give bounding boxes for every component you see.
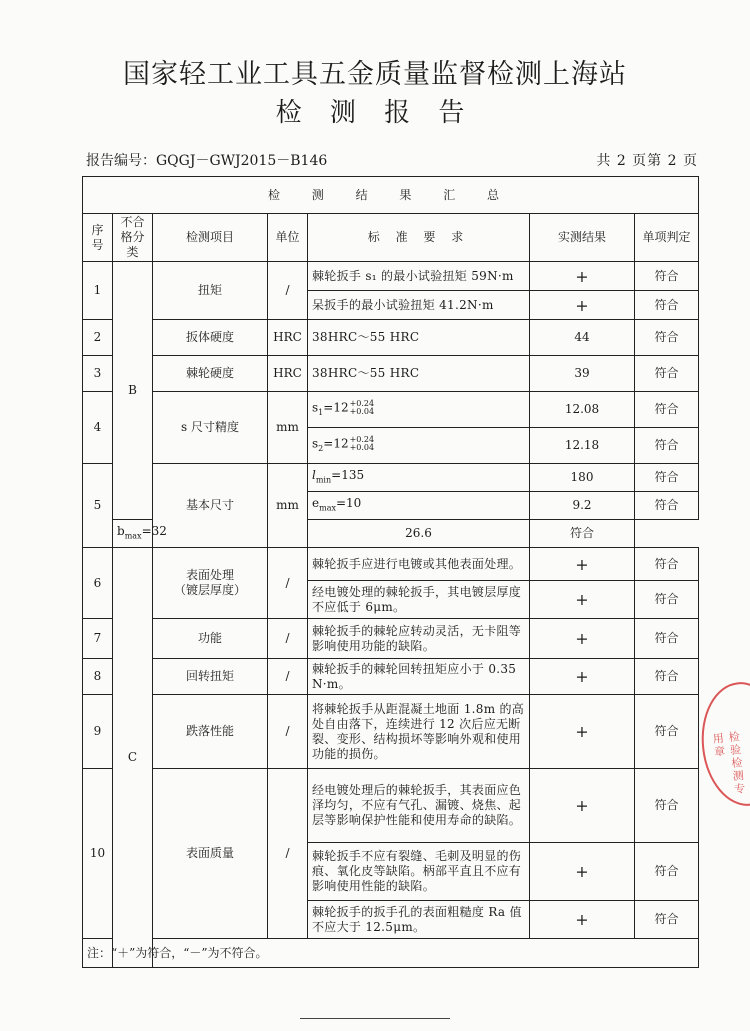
class-b: B	[113, 262, 153, 520]
unit: mm	[268, 392, 308, 464]
requirement: 呆扳手的最小试验扭矩 41.2N·m	[308, 291, 530, 320]
result: 12.08	[530, 392, 635, 428]
verdict: 符合	[635, 428, 699, 464]
verdict: 符合	[635, 464, 699, 492]
row-no: 9	[83, 695, 113, 769]
unit: HRC	[268, 320, 308, 356]
verdict: 符合	[635, 581, 699, 619]
unit: /	[268, 262, 308, 320]
verdict: 符合	[635, 320, 699, 356]
row-no: 5	[83, 464, 113, 548]
stamp-text: 检验检测专用章	[710, 730, 747, 797]
req-sub: 1	[318, 407, 324, 417]
org-title: 国家轻工业工具五金质量监督检测上海站	[123, 59, 627, 90]
verdict: 符合	[635, 392, 699, 428]
req-sub: 2	[318, 443, 324, 453]
tol-lower: +0.04	[349, 442, 375, 452]
item-name: 扭矩	[153, 262, 268, 320]
unit: /	[268, 695, 308, 769]
item-name: s 尺寸精度	[153, 392, 268, 464]
tol-upper: +0.24	[349, 398, 375, 408]
unit: /	[268, 769, 308, 939]
verdict: 符合	[635, 492, 699, 520]
req-base: s	[312, 400, 319, 415]
header-unit: 单位	[268, 214, 308, 262]
summary-title: 检 测 结 果 汇 总	[83, 177, 699, 214]
row-no: 4	[83, 392, 113, 464]
unit: /	[268, 548, 308, 619]
item-line-1: 表面处理	[185, 568, 234, 582]
requirement	[113, 520, 167, 548]
item-name: 扳体硬度	[153, 320, 268, 356]
requirement: 38HRC～55 HRC	[308, 356, 530, 392]
item-name: 表面质量	[153, 769, 268, 939]
req-base: e	[312, 495, 320, 510]
unit: /	[268, 659, 308, 695]
result: +	[530, 843, 635, 901]
table-row	[83, 769, 699, 843]
result: 39	[530, 356, 635, 392]
requirement: 棘轮扳手的棘轮回转扭矩应小于 0.35 N·m。	[308, 659, 530, 695]
verdict: 符合	[635, 695, 699, 769]
verdict: 符合	[635, 769, 699, 843]
header-verdict: 单项判定	[635, 214, 699, 262]
verdict: 符合	[635, 548, 699, 581]
page-info: 共 2 页第 2 页	[596, 153, 698, 169]
tolerance	[350, 436, 375, 452]
result: +	[530, 659, 635, 695]
item-name: 基本尺寸	[153, 464, 268, 548]
result: +	[530, 581, 635, 619]
req-value: =10	[335, 495, 362, 510]
unit: mm	[268, 464, 308, 548]
req-value: =12	[323, 436, 349, 451]
verdict: 符合	[635, 262, 699, 291]
tolerance	[350, 400, 375, 416]
item-name: 棘轮硬度	[153, 356, 268, 392]
result: 44	[530, 320, 635, 356]
result: 180	[530, 464, 635, 492]
results-table	[82, 176, 699, 968]
verdict: 符合	[635, 356, 699, 392]
item-line-2: （镀层厚度）	[173, 583, 246, 597]
unit: HRC	[268, 356, 308, 392]
row-no: 10	[83, 769, 113, 939]
result: 12.18	[530, 428, 635, 464]
row-no: 3	[83, 356, 113, 392]
result: +	[530, 769, 635, 843]
requirement: 经电镀处理的棘轮扳手，其电镀层厚度不应低于 6μm。	[308, 581, 530, 619]
requirement	[308, 428, 530, 464]
verdict: 符合	[635, 901, 699, 939]
req-value: =12	[323, 400, 349, 415]
requirement: 棘轮扳手 s₁ 的最小试验扭矩 59N·m	[308, 262, 530, 291]
requirement	[308, 492, 530, 520]
requirement: 将棘轮扳手从距混凝土地面 1.8m 的高处自由落下，连续进行 12 次后应无断裂、变形、结构损坏等影响外观和使用功能的损伤。	[308, 695, 530, 769]
result: +	[530, 695, 635, 769]
header-row	[83, 214, 699, 262]
requirement: 棘轮扳手应进行电镀或其他表面处理。	[308, 548, 530, 581]
item-name: 回转扭矩	[153, 659, 268, 695]
table-row	[83, 320, 699, 356]
result: +	[530, 548, 635, 581]
verdict: 符合	[635, 659, 699, 695]
row-no: 1	[83, 262, 113, 320]
header-item: 检测项目	[153, 214, 268, 262]
result: 9.2	[530, 492, 635, 520]
verdict: 符合	[635, 291, 699, 320]
doc-title: 检 测 报 告	[275, 98, 475, 128]
req-value: =135	[331, 467, 365, 482]
header-requirement: 标 准 要 求	[308, 214, 530, 262]
req-sub: min	[315, 475, 332, 485]
requirement	[308, 464, 530, 492]
req-base: b	[117, 523, 125, 538]
class-c: C	[113, 548, 153, 968]
table-row	[83, 548, 699, 581]
header-class: 不合格分类	[113, 214, 153, 262]
verdict: 符合	[635, 619, 699, 659]
inspection-stamp	[696, 678, 750, 810]
row-no: 7	[83, 619, 113, 659]
table-row	[83, 262, 699, 291]
table-row	[83, 356, 699, 392]
item-name: 跌落性能	[153, 695, 268, 769]
tol-upper: +0.24	[349, 434, 375, 444]
verdict: 符合	[635, 843, 699, 901]
report-number: 报告编号：GQGJ－GWJ2015－B146	[86, 153, 328, 169]
tol-lower: +0.04	[349, 406, 375, 416]
req-base: s	[312, 436, 319, 451]
requirement: 38HRC～55 HRC	[308, 320, 530, 356]
requirement: 棘轮扳手的棘轮应转动灵活，无卡阻等影响使用功能的缺陷。	[308, 619, 530, 659]
item-name: 功能	[153, 619, 268, 659]
table-note: 注：“＋”为符合，“－”为不符合。	[83, 939, 699, 968]
row-no: 2	[83, 320, 113, 356]
row-no: 8	[83, 659, 113, 695]
table-row	[83, 695, 699, 769]
result: +	[530, 262, 635, 291]
note-row	[83, 939, 699, 968]
header-no: 序号	[83, 214, 113, 262]
result: +	[530, 619, 635, 659]
item-name	[153, 548, 268, 619]
req-base: l	[312, 467, 316, 482]
requirement: 棘轮扳手的扳手孔的表面粗糙度 Ra 值不应大于 12.5μm。	[308, 901, 530, 939]
table-row	[83, 464, 699, 492]
table-row	[83, 619, 699, 659]
requirement	[308, 392, 530, 428]
result: 26.6	[308, 520, 530, 548]
result: +	[530, 901, 635, 939]
result: +	[530, 291, 635, 320]
verdict: 符合	[530, 520, 635, 548]
unit: /	[268, 619, 308, 659]
row-no: 6	[83, 548, 113, 619]
req-sub: max	[319, 503, 336, 513]
header-result: 实测结果	[530, 214, 635, 262]
req-value: =32	[141, 523, 167, 538]
footer-divider	[300, 1018, 450, 1019]
requirement: 棘轮扳手不应有裂缝、毛刺及明显的伤痕、氧化皮等缺陷。柄部平直且不应有影响使用性能的缺陷。	[308, 843, 530, 901]
req-sub: max	[124, 531, 142, 541]
table-row	[83, 659, 699, 695]
requirement: 经电镀处理后的棘轮扳手，其表面应色泽均匀，不应有气孔、漏镀、烧焦、起层等影响保护性能和使用寿命的缺陷。	[308, 769, 530, 843]
table-row	[83, 392, 699, 428]
